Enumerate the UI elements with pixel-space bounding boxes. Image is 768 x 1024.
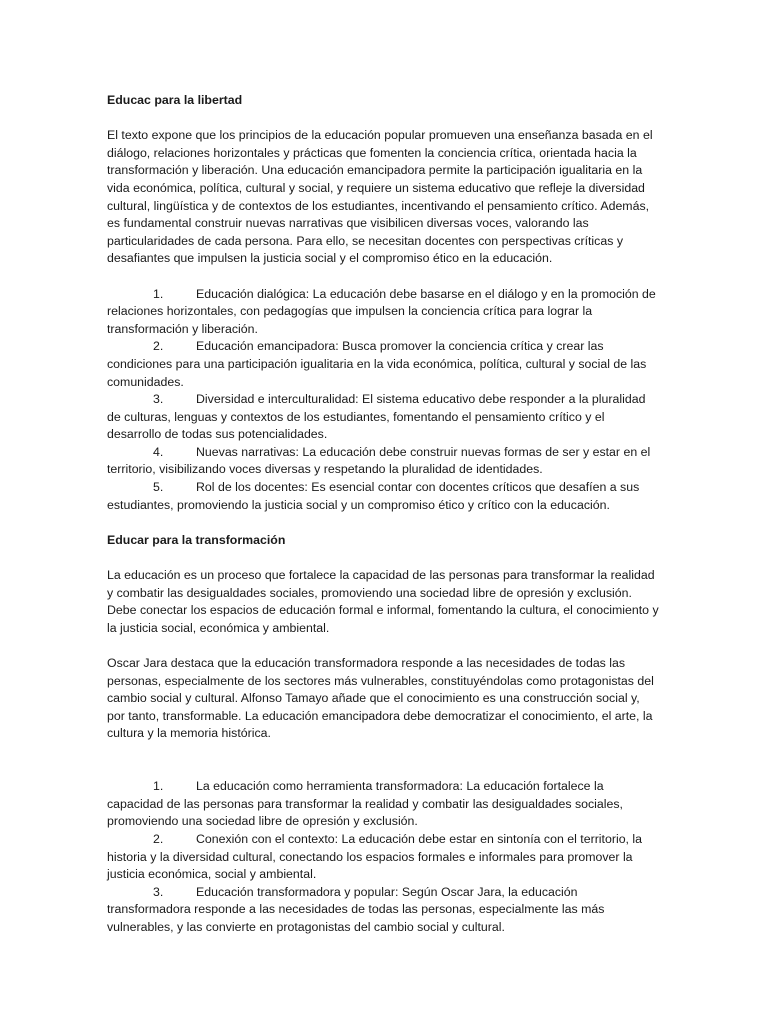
list-item <box>107 778 660 831</box>
spacer <box>107 549 660 567</box>
spacer <box>107 514 660 532</box>
list-item <box>107 479 660 514</box>
list-text: Conexión con el contexto: La educación debe estar en sintonía con el territorio, la historia y la diversidad cultural, conectando los espacios formales e informales para promover la justicia económica, social y ambiental. <box>107 831 643 882</box>
section-2-title: Educar para la transformación <box>107 532 286 547</box>
list-item <box>107 831 660 884</box>
section-2-paragraph-1: La educación es un proceso que fortalece la capacidad de las personas para transformar la realidad y combatir las desigualdades sociales, promoviendo una sociedad libre de opresión y exclusión. Debe conectar los espacios de educación formal e informal, fomentando la cultura, el conocimiento y la justicia social, económica y ambiental. <box>107 568 659 635</box>
list-text: Nuevas narrativas: La educación debe construir nuevas formas de ser y estar en el territorio, visibilizando voces diversas y respetando la pluralidad de identidades. <box>107 444 651 477</box>
list-number: 3. <box>153 884 164 899</box>
list-text: Educación dialógica: La educación debe basarse en el diálogo y en la promoción de relaciones horizontales, con pedagogías que impulsen la conciencia crítica para lograr la transformación y liberación. <box>107 286 656 336</box>
list-text: Educación transformadora y popular: Según Oscar Jara, la educación transformadora responde a las necesidades de todas las personas, especialmente las más vulnerables, y las convierte en protagonistas del cambio social y cultural. <box>107 884 605 934</box>
list-text: La educación como herramienta transformadora: La educación fortalece la capacidad de las personas para transformar la realidad y combatir las desigualdades sociales, promoviendo una sociedad libre de opresión y exclusión. <box>107 779 623 829</box>
section-2-list <box>107 778 660 936</box>
list-number: 5. <box>153 480 164 495</box>
section-1-intro: El texto expone que los principios de la educación popular promueven una enseñanza basada en el diálogo, relaciones horizontales y prácticas que fomenten la conciencia crítica, orientada hacia la transformación y liberación. Una educación emancipadora permite la participación igualitaria en la vida económica, política, cultural y social, y requiere un sistema educativo que refleje la diversidad cultural, lingüística y de contextos de los estudiantes, incentivando el pensamiento crítico. Además, es fundamental construir nuevas narrativas que visibilicen diversas voces, valorando las particularidades de cada persona. Para ello, se necesitan docentes con perspectivas críticas y desafiantes que impulsen la justicia social y el compromiso ético en la educación. <box>107 128 653 266</box>
list-text: Diversidad e interculturalidad: El sistema educativo debe responder a la pluralidad de culturas, lenguas y contextos de los estudiantes, fomentando el pensamiento crítico y el desarrollo de todas sus potencialidades. <box>107 392 646 442</box>
list-item <box>107 884 660 937</box>
spacer <box>107 637 660 655</box>
spacer <box>107 743 660 778</box>
list-number: 1. <box>153 779 164 794</box>
list-number: 2. <box>153 831 164 846</box>
list-item <box>107 286 660 339</box>
list-number: 2. <box>153 339 164 354</box>
list-item <box>107 444 660 479</box>
list-item <box>107 391 660 444</box>
list-text: Rol de los docentes: Es esencial contar con docentes críticos que desafíen a sus estudiantes, promoviendo la justicia social y un compromiso ético y crítico con la educación. <box>107 480 640 512</box>
spacer <box>107 110 660 128</box>
list-text: Educación emancipadora: Busca promover la conciencia crítica y crear las condiciones para una participación igualitaria en la vida económica, política, cultural y social de las comunidades. <box>107 339 647 389</box>
list-number: 1. <box>153 286 164 301</box>
section-1-list <box>107 286 660 515</box>
section-1-title: Educac para la libertad <box>107 93 243 107</box>
list-item <box>107 338 660 391</box>
section-2-paragraph-2: Oscar Jara destaca que la educación transformadora responde a las necesidades de todas las personas, especialmente de los sectores más vulnerables, constituyéndolas como protagonistas del cambio social y cultural. Alfonso Tamayo añade que el conocimiento es una construcción social y, por tanto, transformable. La educación emancipadora debe democratizar el conocimiento, el arte, la cultura y la memoria histórica. <box>107 656 654 741</box>
list-number: 4. <box>153 444 164 459</box>
list-number: 3. <box>153 392 164 407</box>
spacer <box>107 268 660 286</box>
